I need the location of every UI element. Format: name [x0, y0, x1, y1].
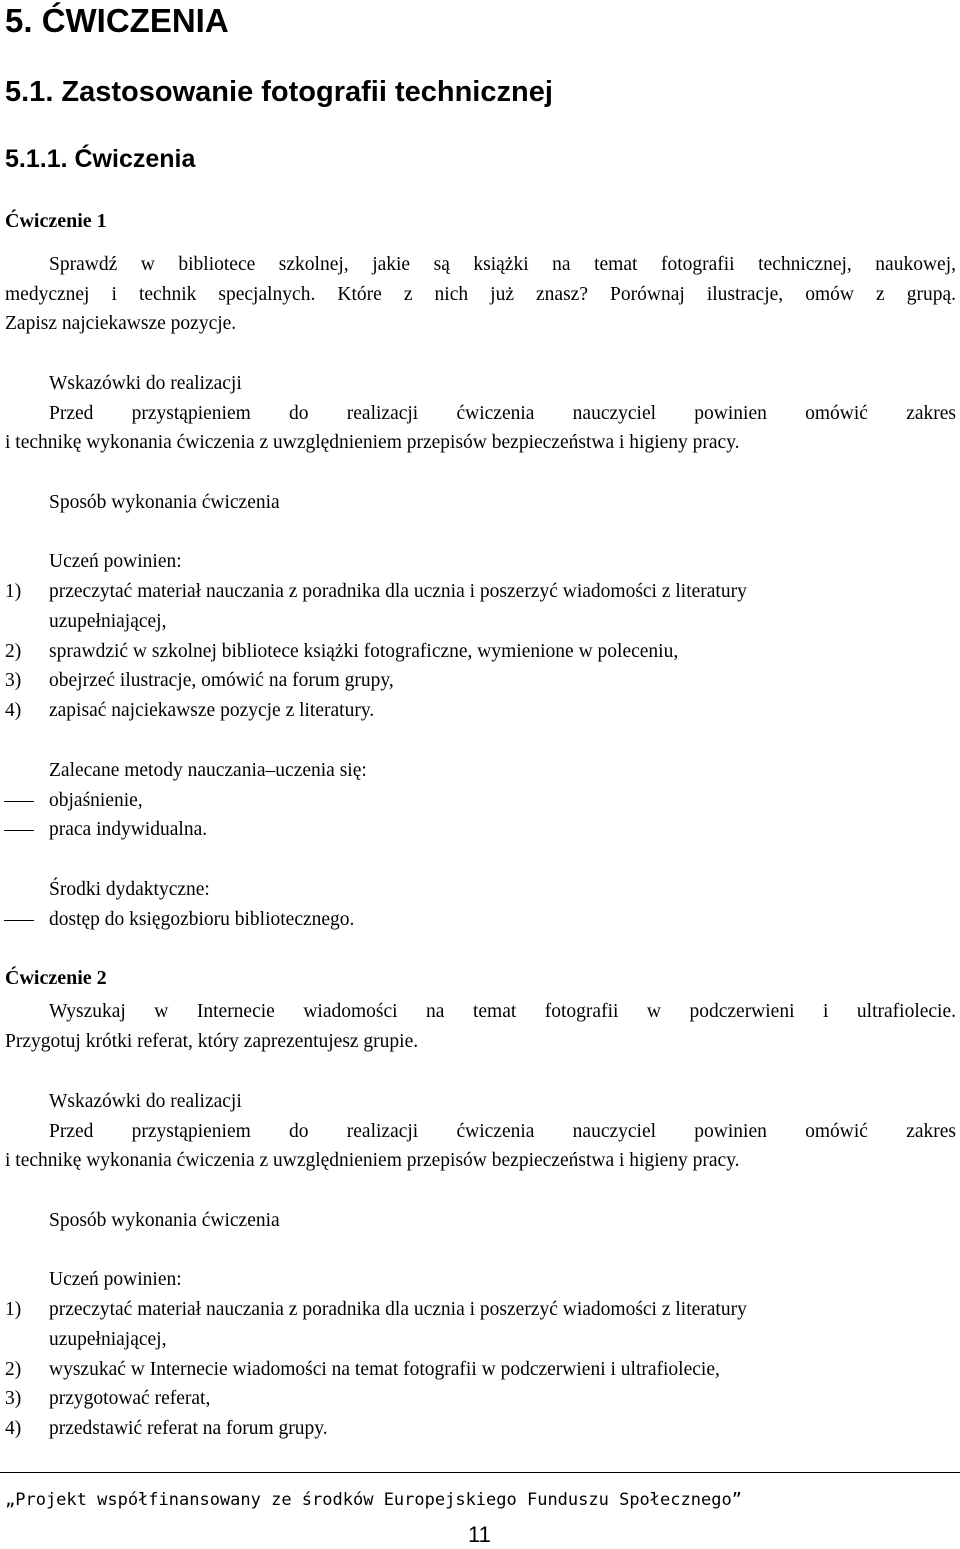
list-item: przygotować referat,	[49, 1388, 211, 1409]
page-number: 11	[468, 1522, 491, 1547]
list-item: przeczytać materiał nauczania z poradnika dla ucznia i poszerzyć wiadomości z literatury	[49, 581, 747, 602]
list-item-continuation: uzupełniającej,	[49, 1329, 167, 1350]
list-item: obejrzeć ilustracje, omówić na forum grupy,	[49, 670, 394, 691]
dash-bullet	[4, 830, 34, 831]
exercise-1-student-should: Uczeń powinien:	[49, 551, 182, 572]
list-item: zapisać najciekawsze pozycje z literatury.	[49, 700, 375, 721]
exercise-2-task-line-1: Wyszukaj w Internecie wiadomości na temat fotografii w podczerwieni i ultrafiolecie.	[49, 1001, 956, 1022]
exercise-1-methods-title: Zalecane metody nauczania–uczenia się:	[49, 760, 367, 781]
exercise-1-title: Ćwiczenie 1	[5, 210, 107, 232]
list-item: objaśnienie,	[49, 790, 143, 811]
exercise-2-title: Ćwiczenie 2	[5, 967, 107, 989]
step-number: 1)	[5, 581, 22, 602]
exercise-1-task-line-3: Zapisz najciekawsze pozycje.	[5, 313, 237, 334]
step-number: 1)	[5, 1299, 22, 1320]
exercise-1-hints-line-2: i technikę wykonania ćwiczenia z uwzględnieniem przepisów bezpieczeństwa i higieny pracy.	[5, 432, 740, 453]
list-item: wyszukać w Internecie wiadomości na temat fotografii w podczerwieni i ultrafiolecie,	[49, 1359, 720, 1380]
step-number: 3)	[5, 1388, 22, 1409]
list-item: przedstawić referat na forum grupy.	[49, 1418, 328, 1439]
chapter-heading: 5. ĆWICZENIA	[5, 2, 229, 39]
step-number: 2)	[5, 641, 22, 662]
step-number: 2)	[5, 1359, 22, 1380]
exercise-1-task-line-2: medycznej i technik specjalnych. Które z nich już znasz? Porównaj ilustracje, omów z grupą.	[5, 284, 956, 305]
exercise-1-method-title: Sposób wykonania ćwiczenia	[49, 492, 280, 513]
exercise-2-hints-line-2: i technikę wykonania ćwiczenia z uwzględnieniem przepisów bezpieczeństwa i higieny pracy.	[5, 1150, 740, 1171]
exercise-2-student-should: Uczeń powinien:	[49, 1269, 182, 1290]
exercise-1-hints-line-1: Przed przystąpieniem do realizacji ćwiczenia nauczyciel powinien omówić zakres	[49, 403, 956, 424]
list-item: praca indywidualna.	[49, 819, 208, 840]
section-heading: 5.1. Zastosowanie fotografii technicznej	[5, 76, 553, 108]
dash-bullet	[4, 920, 34, 921]
dash-bullet	[4, 801, 34, 802]
list-item: sprawdzić w szkolnej bibliotece książki fotograficzne, wymienione w poleceniu,	[49, 641, 679, 662]
exercise-2-hints-title: Wskazówki do realizacji	[49, 1091, 242, 1112]
step-number: 4)	[5, 1418, 22, 1439]
exercise-2-task-line-2: Przygotuj krótki referat, który zaprezentujesz grupie.	[5, 1031, 419, 1052]
exercise-2-hints-line-1: Przed przystąpieniem do realizacji ćwiczenia nauczyciel powinien omówić zakres	[49, 1121, 956, 1142]
exercise-1-hints-title: Wskazówki do realizacji	[49, 373, 242, 394]
list-item: przeczytać materiał nauczania z poradnika dla ucznia i poszerzyć wiadomości z literatury	[49, 1299, 747, 1320]
step-number: 3)	[5, 670, 22, 691]
exercise-1-aids-title: Środki dydaktyczne:	[49, 879, 210, 900]
subsection-heading: 5.1.1. Ćwiczenia	[5, 145, 196, 173]
list-item: dostęp do księgozbioru bibliotecznego.	[49, 909, 355, 930]
list-item-continuation: uzupełniającej,	[49, 611, 167, 632]
footer-divider	[0, 1472, 960, 1473]
footer-funding-note: „Projekt współfinansowany ze środków Europejskiego Funduszu Społecznego”	[5, 1490, 742, 1510]
exercise-2-method-title: Sposób wykonania ćwiczenia	[49, 1210, 280, 1231]
step-number: 4)	[5, 700, 22, 721]
exercise-1-task-line-1: Sprawdź w bibliotece szkolnej, jakie są książki na temat fotografii technicznej, naukowej,	[49, 254, 956, 275]
